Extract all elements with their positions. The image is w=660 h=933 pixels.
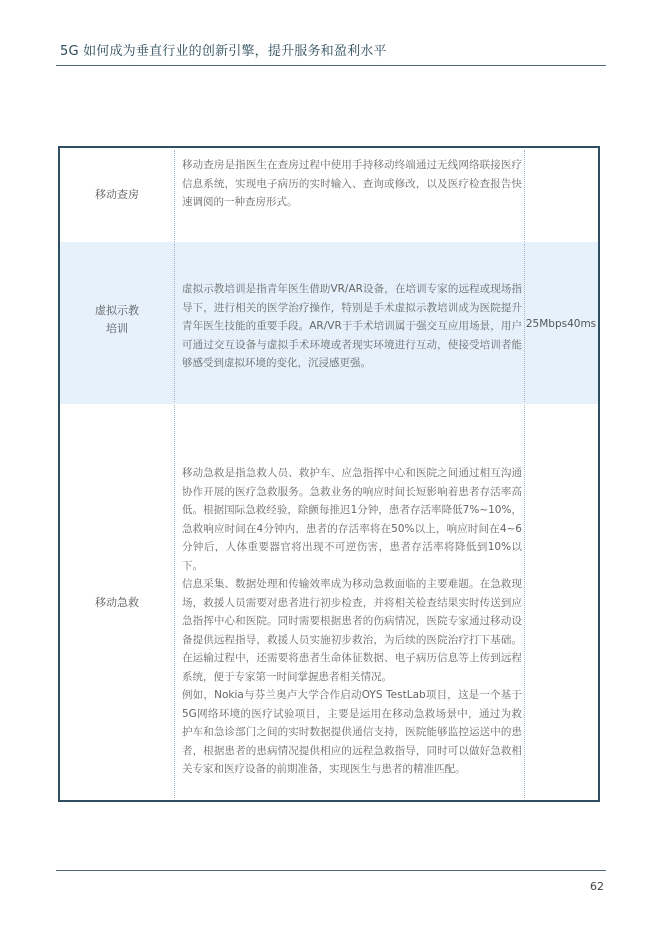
row-label: 移动查房 <box>95 188 139 201</box>
table-row <box>60 148 598 242</box>
page-header-title: 5G 如何成为垂直行业的创新引擎，提升服务和盈利水平 <box>60 44 387 59</box>
description-paragraph: 移动急救是指急救人员、救护车、应急指挥中心和医院之间通过相互沟通协作开展的医疗急救服务。急救业务的响应时间长短影响着患者存活率高低。根据国际急救经验，除颤每推迟1分钟，患者存活率降低7%~10%，急救响应时间在4分钟内，患者的存活率将在50%以上，响应时间在4~6分钟后，人体重要器官将出现不可逆伤害，患者存活率将降低到10%以下。 <box>182 467 522 572</box>
description-paragraph: 信息采集、数据处理和传输效率成为移动急救面临的主要难题。在急救现场，救援人员需要对患者进行初步检查，并将相关检查结果实时传送到应急指挥中心和医院。同时需要根据患者的伤病情况，医院专家通过移动设备提供远程指导，救援人员实施初步救治，为后续的医院治疗打下基础。在运输过程中，还需要将患者生命体征数据、电子病历信息等上传到远程系统，便于专家第一时间掌握患者相关情况。 <box>182 578 522 683</box>
description-paragraph: 移动查房是指医生在查房过程中使用手持移动终端通过无线网络联接医疗信息系统，实现电子病历的实时输入、查询或修改，以及医疗检查报告快速调阅的一种查房形式。 <box>182 159 522 208</box>
row-description <box>182 464 522 779</box>
row-network-requirement: 25Mbps40ms <box>525 318 597 330</box>
footer-divider <box>56 870 606 871</box>
row-description <box>182 280 522 373</box>
description-paragraph: 虚拟示教培训是指青年医生借助VR/AR设备，在培训专家的远程或现场指导下，进行相关的医学治疗操作，特别是手术虚拟示教培训成为医院提升青年医生技能的重要手段。AR/VR于手术培训属于强交互应用场景，用户可通过交互设备与虚拟手术环境或者现实环境进行互动，使接受培训者能够感受到虚拟环境的变化，沉浸感更强。 <box>182 283 522 369</box>
row-label: 虚拟示教培训 <box>95 304 139 335</box>
description-paragraph: 例如，Nokia与芬兰奥卢大学合作启动OYS TestLab项目，这是一个基于5G网络环境的医疗试验项目，主要是运用在移动急救场景中，通过为救护车和急诊部门之间的实时数据提供通信支持，医院能够监控运送中的患者，根据患者的患病情况提供相应的远程急救指导，同时可以做好急救相关专家和医疗设备的前期准备，实现医生与患者的精准匹配。 <box>182 689 522 775</box>
row-description <box>182 156 522 212</box>
table-row <box>60 242 598 404</box>
header-divider <box>56 65 606 66</box>
column-divider-1 <box>174 244 175 402</box>
table-row <box>60 404 598 800</box>
use-case-table <box>58 146 600 802</box>
row-label: 移动急救 <box>95 596 139 609</box>
page-number: 62 <box>590 880 604 893</box>
